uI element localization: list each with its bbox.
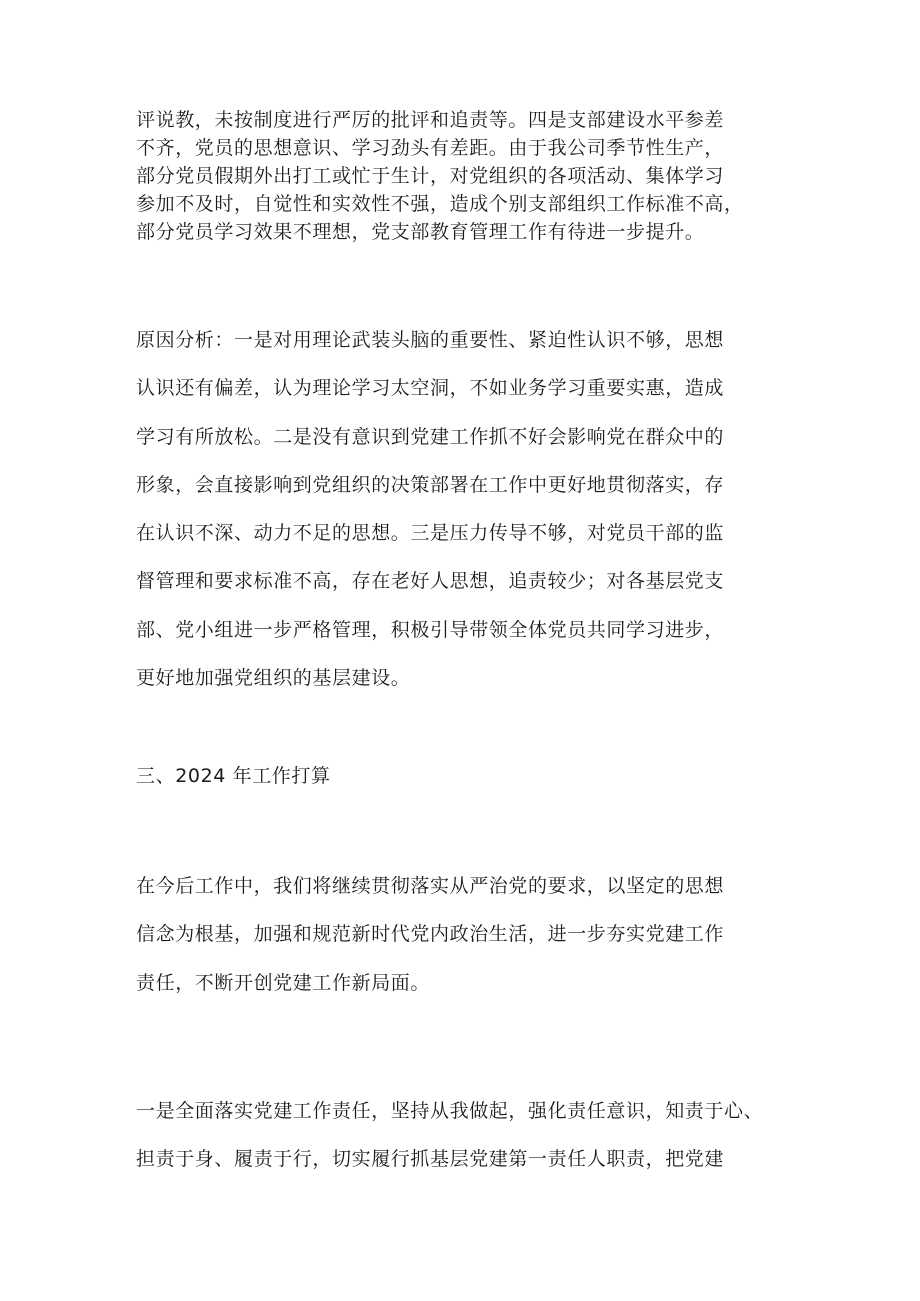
text-line: 形象，会直接影响到党组织的决策部署在工作中更好地贯彻落实，存 — [136, 473, 725, 496]
paragraph-intro — [136, 862, 796, 1007]
text-line: 学习有所放松。二是没有意识到党建工作抓不好会影响党在群众中的 — [136, 425, 725, 448]
paragraph-point-one — [136, 1087, 796, 1184]
text-line: 参加不及时，自觉性和实效性不强，造成个别支部组织工作标准不高， — [136, 193, 744, 215]
text-line: 信念为根基，加强和规范新时代党内政治生活，进一步夯实党建工作 — [136, 923, 725, 946]
text-line: 责任，不断开创党建工作新局面。 — [136, 971, 431, 994]
text-line: 督管理和要求标准不高，存在老好人思想，追责较少；对各基层党支 — [136, 570, 725, 593]
paragraph-problems — [136, 106, 796, 246]
paragraph-cause-analysis — [136, 316, 796, 702]
text-line: 在认识不深、动力不足的思想。三是压力传导不够，对党员干部的监 — [136, 522, 725, 545]
text-line: 更好地加强党组织的基层建设。 — [136, 667, 411, 690]
text-line: 不齐，党员的思想意识、学习劲头有差距。由于我公司季节性生产， — [136, 137, 725, 159]
text-line: 在今后工作中，我们将继续贯彻落实从严治党的要求，以坚定的思想 — [136, 875, 725, 897]
text-line: 部分党员学习效果不理想，党支部教育管理工作有待进一步提升。 — [136, 221, 705, 243]
text-line: 担责于身、履责于行，切实履行抓基层党建第一责任人职责，把党建 — [136, 1148, 725, 1171]
text-line: 原因分析：一是对用理论武装头脑的重要性、紧迫性认识不够，思想 — [136, 329, 725, 351]
section-heading: 三、2024 年工作打算 — [136, 765, 331, 787]
text-line: 一是全面落实党建工作责任，坚持从我做起，强化责任意识，知责于心、 — [136, 1100, 764, 1122]
text-line: 部、党小组进一步严格管理，积极引导带领全体党员共同学习进步， — [136, 618, 725, 641]
text-line: 部分党员假期外出打工或忙于生计，对党组织的各项活动、集体学习 — [136, 165, 725, 187]
text-line: 认识还有偏差，认为理论学习太空洞，不如业务学习重要实惠，造成 — [136, 377, 725, 400]
text-line: 评说教，未按制度进行严厉的批评和追责等。四是支部建设水平参差 — [136, 109, 725, 131]
